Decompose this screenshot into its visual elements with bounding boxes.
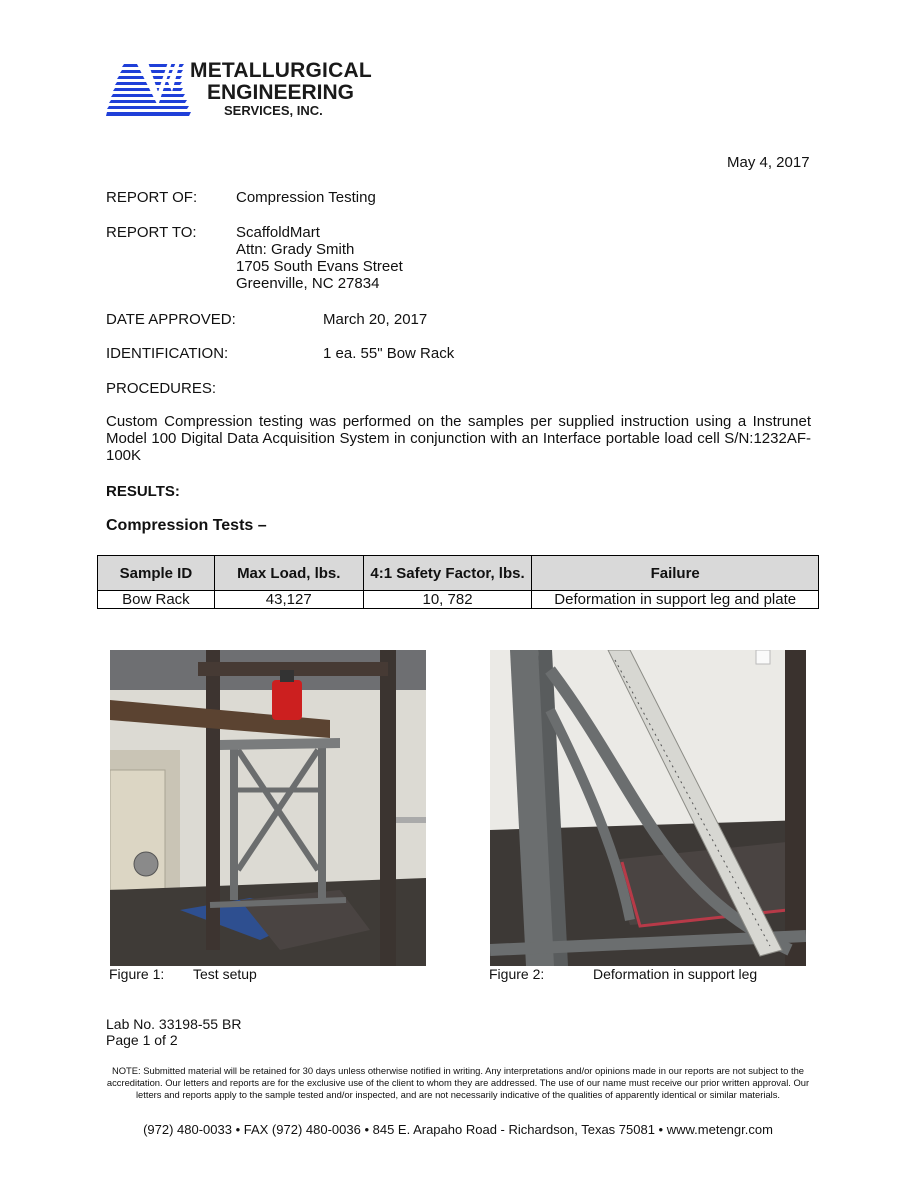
deformation-photo	[490, 650, 806, 966]
report-of-value: Compression Testing	[236, 189, 376, 206]
lab-number: Lab No. 33198-55 BR	[106, 1016, 242, 1032]
results-table	[97, 555, 819, 609]
report-of-label: REPORT OF:	[106, 189, 198, 206]
table-header-row	[98, 556, 819, 591]
company-name-line1: METALLURGICAL	[190, 59, 372, 82]
table-header-failure: Failure	[532, 556, 819, 591]
date-approved-label: DATE APPROVED:	[106, 311, 236, 328]
address-line: ScaffoldMart	[236, 224, 320, 241]
contact-line: (972) 480-0033 • FAX (972) 480-0036 • 845 E. Arapaho Road - Richardson, Texas 75081 • www.metengr.com	[143, 1122, 773, 1137]
address-line: Greenville, NC 27834	[236, 275, 380, 292]
company-name-line3: SERVICES, INC.	[224, 103, 323, 118]
disclaimer-note: NOTE: Submitted material will be retained for 30 days unless otherwise notified in writing. Any interpretations and/or opinions made in our reports are not subject to the accreditation. Our letters and reports are for the exclusive use of the client to whom they are addressed. The use of our name must receive our prior written approval. Our letters and reports apply to the sample tested and/or inspected, and are not necessarily indicative of the qualities of apparently identical or similar materials.	[106, 1065, 810, 1100]
table-header-max-load: Max Load, lbs.	[214, 556, 363, 591]
report-date: May 4, 2017	[727, 154, 810, 171]
figure2-caption: Deformation in support leg	[593, 966, 758, 982]
table-cell: Bow Rack	[98, 591, 215, 609]
figure2-number: Figure 2:	[489, 966, 545, 982]
report-to-label: REPORT TO:	[106, 224, 197, 241]
table-cell: 43,127	[214, 591, 363, 609]
page-number: Page 1 of 2	[106, 1032, 178, 1048]
procedures-label: PROCEDURES:	[106, 380, 217, 397]
identification-label: IDENTIFICATION:	[106, 345, 229, 362]
report-to-address	[236, 224, 403, 292]
table-cell: Deformation in support leg and plate	[532, 591, 819, 609]
procedures-text: Custom Compression testing was performed on the samples per supplied instruction using a Instrunet Model 100 Digital Data Acquisition System in conjunction with an Interface portable load cell S/N:1232AF-100K	[106, 413, 811, 464]
identification-value: 1 ea. 55" Bow Rack	[323, 345, 455, 362]
table-header-safety-factor: 4:1 Safety Factor, lbs.	[363, 556, 532, 591]
table-row	[98, 591, 819, 609]
results-label: RESULTS:	[106, 483, 180, 500]
compression-tests-heading: Compression Tests –	[106, 517, 267, 534]
date-approved-value: March 20, 2017	[323, 311, 428, 328]
test-setup-photo	[110, 650, 426, 966]
address-line: Attn: Grady Smith	[236, 241, 355, 258]
table-cell: 10, 782	[363, 591, 532, 609]
figure1-caption: Test setup	[193, 966, 257, 982]
figure1-number: Figure 1:	[109, 966, 165, 982]
company-name	[190, 60, 372, 118]
company-name-line2: ENGINEERING	[207, 81, 355, 104]
table-header-sample-id: Sample ID	[98, 556, 215, 591]
address-line: 1705 South Evans Street	[236, 258, 403, 275]
